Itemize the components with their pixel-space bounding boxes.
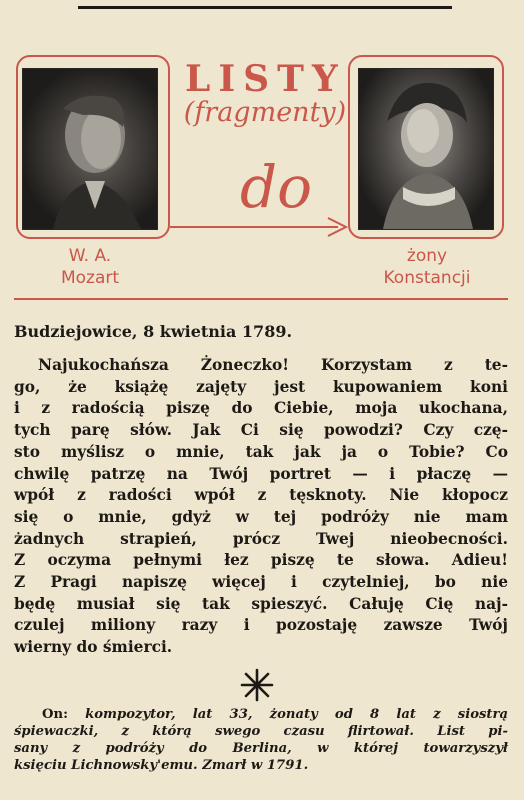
title-fragmenty: (fragmenty)	[183, 97, 347, 128]
left-caption	[30, 245, 150, 289]
dateline: Budziejowice, 8 kwietnia 1789.	[14, 322, 293, 341]
letter-line: Z Pragi napiszę więcej i czytelniej, bo nie	[14, 573, 508, 592]
letter-line: wpół z radości wpół z tęsknoty. Nie kłopocz	[14, 486, 508, 505]
footnote	[14, 706, 508, 774]
letter-line: i z radością piszę do Ciebie, moja ukochana,	[14, 399, 508, 418]
letter-line: będę musiał się tak spieszyć. Całuję Cię naj-	[14, 594, 508, 613]
right-caption	[352, 245, 502, 289]
arrow-icon	[168, 212, 350, 242]
left-caption-line: Mozart	[60, 268, 120, 288]
konstancja-portrait-drawing	[359, 69, 493, 229]
letter-line: chwilę patrzę na Twój portret — i płaczę —	[14, 464, 508, 483]
footnote-line	[14, 706, 508, 723]
letter-line: go, że książę zajęty jest kupowaniem koni	[14, 377, 508, 396]
letter-line: tych parę słów. Jak Ci się powodzi? Czy czę-	[14, 421, 508, 440]
title-listy: LISTY	[185, 58, 346, 100]
footnote-lead: On:	[42, 707, 68, 722]
letter-line: Z oczyma pełnymi łez piszę te słowa. Adieu!	[14, 551, 508, 570]
footnote-line: sany z podróży do Berlina, w której towarzyszył	[14, 741, 508, 756]
right-caption-line: Konstancji	[383, 268, 471, 288]
left-caption-line: W. A.	[68, 246, 112, 266]
footnote-text: kompozytor, lat 33, żonaty od 8 lat z siostrą	[85, 707, 509, 722]
mozart-portrait	[22, 68, 158, 230]
asterisk-ornament-icon	[240, 668, 274, 702]
letter-line: czulej miliony razy i pozostaję zawsze Twój	[14, 616, 508, 635]
konstancja-portrait	[358, 68, 494, 230]
right-caption-line: żony	[406, 246, 448, 266]
letter-body	[14, 355, 508, 659]
letter-line: sto myślisz o mnie, tak jak ja o Tobie? Co	[14, 442, 508, 461]
letter-line: się o mnie, gdyż w tej podróży nie mam	[14, 507, 508, 526]
divider-rule	[14, 298, 508, 300]
title-do: do	[239, 153, 313, 221]
footnote-line: księciu Lichnowsky'emu. Zmarł w 1791.	[14, 758, 309, 773]
mozart-portrait-drawing	[23, 69, 157, 229]
letter-line: wierny do śmierci.	[14, 638, 173, 657]
letter-line: Najukochańsza Żoneczko! Korzystam z te-	[38, 356, 508, 374]
footnote-line: śpiewaczki, z którą swego czasu flirtował. List pi-	[14, 724, 508, 739]
letter-line: żadnych strapień, prócz Twej nieobecności.	[14, 529, 508, 548]
top-rule	[78, 6, 452, 9]
